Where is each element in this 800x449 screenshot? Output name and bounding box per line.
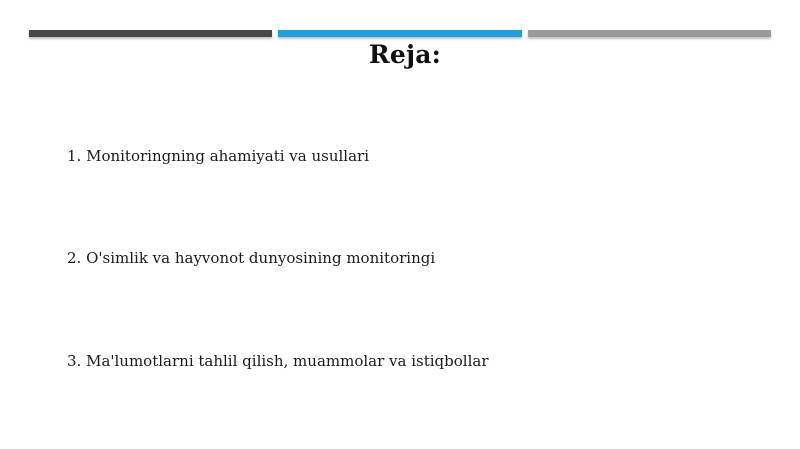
list-item: 3. Ma'lumotlarni tahlil qilish, muammolar va istiqbollar bbox=[67, 352, 489, 370]
decorative-bar-blue bbox=[278, 30, 522, 37]
list-item: 1. Monitoringning ahamiyati va usullari bbox=[67, 147, 369, 165]
decorative-bar-dark bbox=[29, 30, 272, 37]
decorative-bar-gray bbox=[528, 30, 771, 37]
list-item: 2. O'simlik va hayvonot dunyosining monitoringi bbox=[67, 249, 436, 267]
slide-title: Reja: bbox=[368, 40, 442, 69]
